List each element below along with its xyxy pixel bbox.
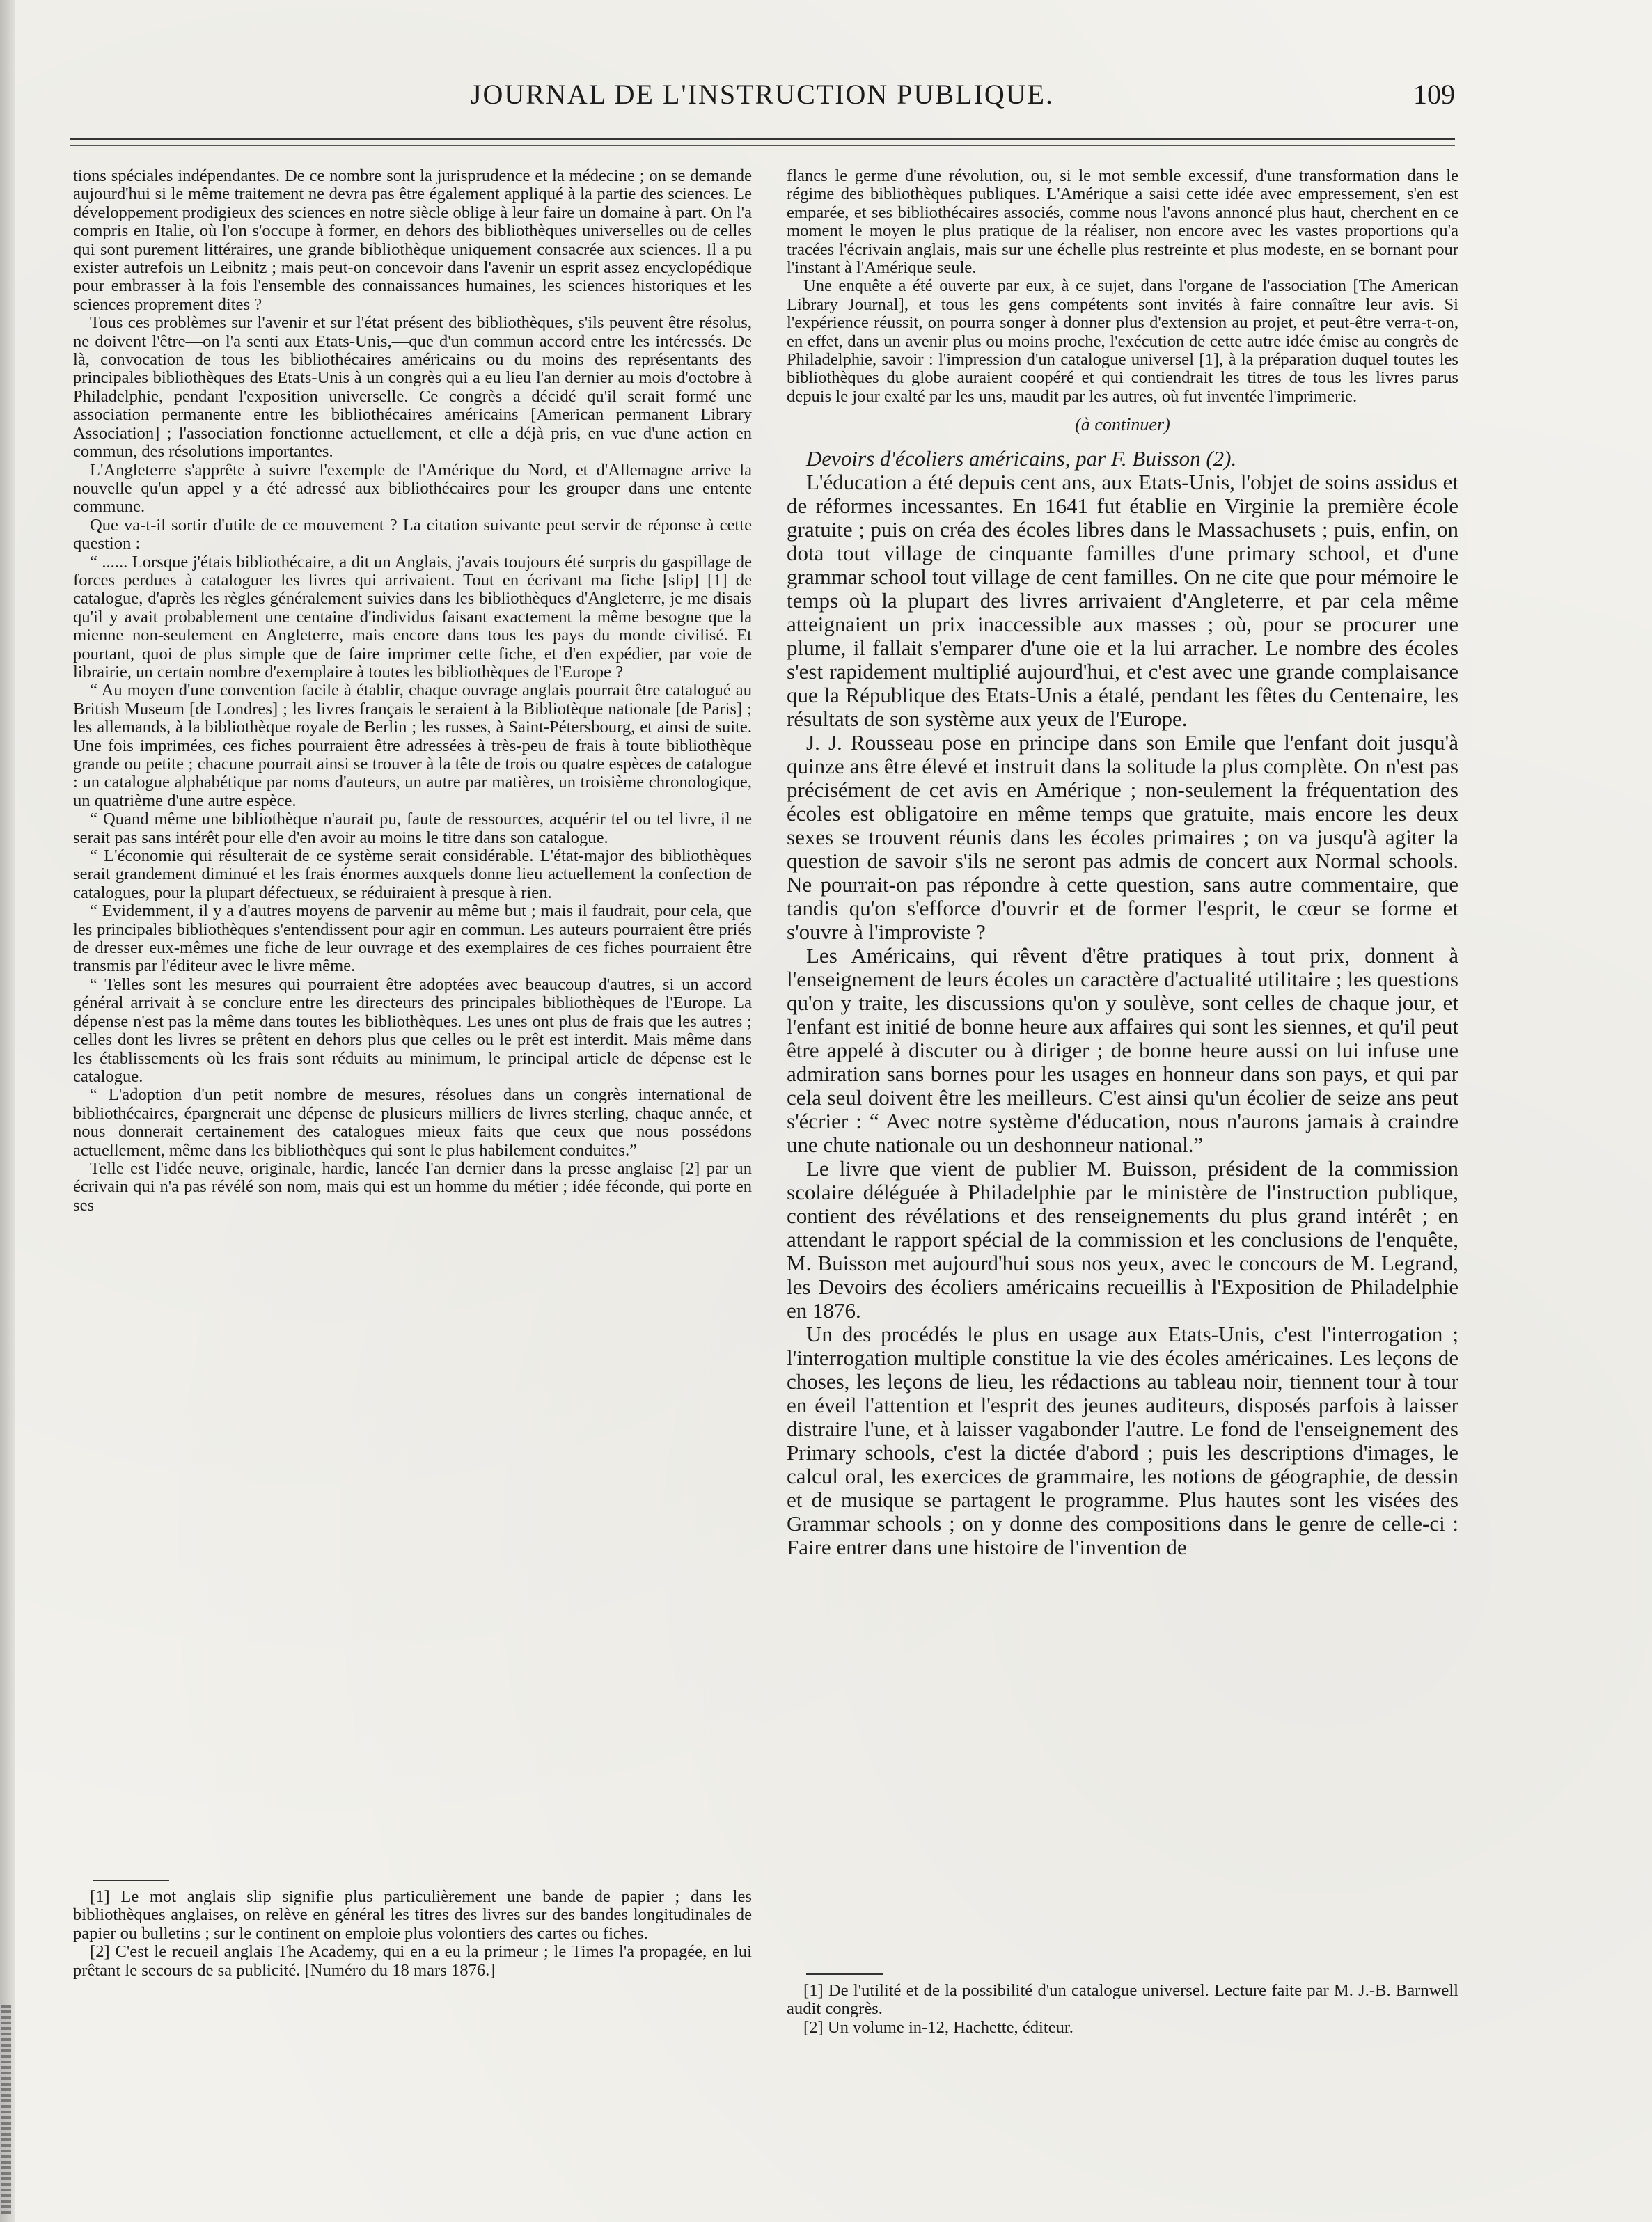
quote-paragraph: “ L'économie qui résulterait de ce système serait considérable. L'état-major des bibliothèques serait grandement diminué et les frais énormes auxquels donne lieu actuellement la confection de catalogues, pour la plupart défectueux, se réduiraient à presque à rien. xyxy=(73,846,752,902)
right-column xyxy=(787,167,1458,1559)
quote-paragraph: “ L'adoption d'un petit nombre de mesures, résolues dans un congrès international de bibliothécaires, épargnerait une dépense de plusieurs milliers de livres sterling, chaque année, et nous donnerait certainement des catalogues mieux faits que ceux que nous possédons actuellement, même dans les bibliothèques qui sont le plus habilement conduites.” xyxy=(73,1085,752,1160)
page-number: 109 xyxy=(1413,79,1455,110)
paragraph: Un des procédés le plus en usage aux Etats-Unis, c'est l'interrogation ; l'interrogation multiple constitue la vie des écoles américaines. Les leçons de choses, les leçons de lieu, les rédactions au tableau noir, tiennent tour à tour en éveil l'attention et l'esprit des jeunes auditeurs, disposés parfois à laisser distraire l'une, et à laisser vagabonder l'autre. Le fond de l'enseignement des Primary schools, c'est la dictée d'abord ; puis les descriptions d'images, le calcul oral, les exercices de grammaire, les notions de géographie, de dessin et de musique se partagent le programme. Plus hautes sont les visées des Grammar schools ; on y donne des compositions dans le genre de celle-ci : Faire entrer dans une histoire de l'invention de xyxy=(787,1321,1458,1559)
paragraph: tions spéciales indépendantes. De ce nombre sont la jurisprudence et la médecine ; on se demande aujourd'hui si le même traitement ne devra pas être également appliqué à la partie des sciences. Le développement prodigieux des sciences en notre siècle oblige à leur faire un domaine à part. On l'a compris en Italie, où l'on s'occupe à former, en dehors des bibliothèques universelles ou de celles qui sont purement littéraires, une grande bibliothèque uniquement consacrée aux sciences. Il a pu exister autrefois un Leibnitz ; mais peut-on concevoir dans l'avenir un esprit assez encyclopédique pour embrasser à la fois l'ensemble des connaissances humaines, les sciences historiques et les sciences proprement dites ? xyxy=(73,166,752,314)
to-continue-note: (à continuer) xyxy=(1075,414,1170,435)
left-footnotes xyxy=(73,1880,752,1980)
page-header xyxy=(70,78,1455,117)
quote-paragraph: “ ...... Lorsque j'étais bibliothécaire, a dit un Anglais, j'avais toujours été surpris du gaspillage de forces perdues à cataloguer les livres qui arrivaient. Tout en écrivant ma fiche [slip] [1] de catalogue, d'après les règles généralement suivies dans les bibliothèques d'Angleterre, je me disais qu'il y avait probablement une centaine d'individus faisant exactement la même besogne que la mienne non-seulement en Angleterre, mais encore dans tous les pays du monde civilisé. Et pourtant, quoi de plus simple que de faire imprimer cette fiche, et d'en expédier, par voie de librairie, un certain nombre d'exemplaire à toutes les bibliothèques de l'Europe ? xyxy=(73,552,752,681)
article-section xyxy=(787,447,1458,1559)
footnote: [2] C'est le recueil anglais The Academy, qui en a eu la primeur ; le Times l'a propagée, en lui prêtant le secours de sa publicité. [Numéro du 18 mars 1876.] xyxy=(73,1942,752,1980)
quote-paragraph: “ Telles sont les mesures qui pourraient être adoptées avec beaucoup d'autres, si un accord général arrivait à se conclure entre les directeurs des principales bibliothèques de l'Europe. La dépense n'est pas la même dans toutes les bibliothèques. Les unes ont plus de frais que les autres ; celles dont les livres se prêtent en dehors plus que celles ou le prêt est interdit. Mais même dans les établissements où les frais sont réduits au minimum, le principal article de dépense est le catalogue. xyxy=(73,975,752,1086)
paragraph: Que va-t-il sortir d'utile de ce mouvement ? La citation suivante peut servir de réponse à cette question : xyxy=(73,515,752,553)
right-footnotes xyxy=(787,1973,1458,2037)
paragraph: J. J. Rousseau pose en principe dans son Emile que l'enfant doit jusqu'à quinze ans être élevé et instruit dans la solitude la plus complète. On n'est pas précisément de cet avis en Amérique ; non-seulement la fréquentation des écoles est obligatoire en même temps que gratuite, mais encore les deux sexes se trouvent réunis dans les écoles primaires ; on va jusqu'à agiter la question de savoir s'ils ne seront pas admis de concert aux Normal schools. Ne pourrait-on pas répondre à cette question, sans autre commentaire, que tandis qu'on s'efforce d'ouvrir et de former l'esprit, le cœur se forme et s'ouvre à l'improviste ? xyxy=(787,730,1458,944)
paragraph: Une enquête a été ouverte par eux, à ce sujet, dans l'organe de l'association [The American Library Journal], et tous les gens compétents sont invités à faire connaître leur avis. Si l'expérience réussit, on pourra songer à donner plus d'extension au projet, et peut-être verra-t-on, en effet, dans un avenir plus ou moins proche, l'exécution de cette autre idée émise au congrès de Philadelphie, savoir : l'impression d'un catalogue universel [1], à la préparation duquel toutes les bibliothèques du globe auraient coopéré et qui contiendrait les titres de tous les livres parus depuis le jour exalté par les uns, maudit par les autres, où fut inventée l'imprimerie. xyxy=(787,276,1458,406)
paragraph: L'éducation a été depuis cent ans, aux Etats-Unis, l'objet de soins assidus et de réformes incessantes. En 1641 fut établie en Virginie la première école gratuite ; puis on créa des écoles libres dans le Massachusets ; puis, enfin, on dota tout village de cinquante familles d'une primary school, et d'une grammar school tout village de cent familles. On ne cite que pour mémoire le temps où la plupart des livres arrivaient d'Angleterre, et par cela même atteignaient un prix inaccessible aux masses ; où, pour se procurer une plume, il fallait s'emparer d'une oie et la lui arracher. Le nombre des écoles s'est rapidement multiplié aujourd'hui, et c'est avec une grande complaisance que la République des Etats-Unis a étalé, pendant les fêtes du Centenaire, les résultats de son système aux yeux de l'Europe. xyxy=(787,469,1458,731)
paragraph: L'Angleterre s'apprête à suivre l'exemple de l'Amérique du Nord, et d'Allemagne arrive la nouvelle qu'un appel y a été adressé aux bibliothécaires pour les grouper dans une entente commune. xyxy=(73,460,752,517)
running-title: JOURNAL DE L'INSTRUCTION PUBLIQUE. xyxy=(470,79,1055,110)
paragraph: Telle est l'idée neuve, originale, hardie, lancée l'an dernier dans la presse anglaise [2] par un écrivain qui n'a pas révélé son nom, mais qui est un homme du métier ; idée féconde, qui porte en ses xyxy=(73,1158,752,1215)
scan-binding-edge xyxy=(0,0,15,2222)
quote-paragraph: “ Quand même une bibliothèque n'aurait pu, faute de ressources, acquérir tel ou tel livre, il ne serait pas sans intérêt pour elle d'en avoir au moins le titre dans son catalogue. xyxy=(73,810,752,847)
footnote: [1] De l'utilité et de la possibilité d'un catalogue universel. Lecture faite par M. J.-B. Barnwell audit congrès. xyxy=(787,1981,1458,2019)
footnote: [2] Un volume in-12, Hachette, éditeur. xyxy=(803,2017,1073,2037)
quote-paragraph: “ Evidemment, il y a d'autres moyens de parvenir au même but ; mais il faudrait, pour cela, que les principales bibliothèques s'entendissent pour agir en commun. Les auteurs pourraient être priés de dresser eux-mêmes une fiche de leur ouvrage et des exemplaires de ces fiches pourraient être transmis par l'éditeur avec le livre même. xyxy=(73,901,752,976)
paragraph: Tous ces problèmes sur l'avenir et sur l'état présent des bibliothèques, s'ils peuvent être résolus, ne doivent l'être—on l'a senti aux Etats-Unis,—que d'un commun accord entre les intéressés. De là, convocation de tous les bibliothécaires américains ou du moins des représentants des principales bibliothèques des Etats-Unis à un congrès qui a eu lieu l'an dernier au mois d'octobre à Philadelphie, pendant l'exposition universelle. Ce congrès a décidé qu'il serait formé une association permanente entre les bibliothécaires américains [American permanent Library Association] ; l'association fonctionne actuellement, et elle a déjà pris, en vue d'une action en commun, des résolutions importantes. xyxy=(73,313,752,462)
footnote-rule xyxy=(806,1973,883,1975)
header-rule xyxy=(70,138,1455,146)
footnote-rule xyxy=(93,1880,169,1881)
footnote: [1] Le mot anglais slip signifie plus particulièrement une bande de papier ; dans les bibliothèques anglaises, on relève en général les titres des livres sur des bandes longitudinales de papier ou bulletins ; sur le continent on emploie plus volontiers des cartes ou fiches. xyxy=(73,1887,752,1943)
paragraph: Le livre que vient de publier M. Buisson, président de la commission scolaire déléguée à Philadelphie par le ministère de l'instruction publique, contient des révélations et des renseignements du plus grand intérêt ; en attendant le rapport spécial de la commission et les conclusions de l'enquête, M. Buisson met aujourd'hui sous nos yeux, avec le concours de M. Legrand, les Devoirs des écoliers américains recueillis à l'Exposition de Philadelphie en 1876. xyxy=(787,1156,1458,1323)
paragraph: flancs le germe d'une révolution, ou, si le mot semble excessif, d'une transformation dans le régime des bibliothèques publiques. L'Amérique a saisi cette idée avec empressement, s'en est emparée, et ses bibliothécaires associés, comme nous l'avons annoncé plus haut, cherchent en ce moment le moyen le plus pratique de la réaliser, non encore avec les vastes proportions qu'a tracées l'écrivain anglais, mais sur une échelle plus restreinte et plus modeste, en se bornant pour l'instant à l'Amérique seule. xyxy=(787,166,1458,278)
scan-edge-mark xyxy=(1,2005,11,2214)
section-heading: Devoirs d'écoliers américains, par F. Buisson (2). xyxy=(806,446,1237,471)
left-column xyxy=(73,167,752,1215)
paragraph: Les Américains, qui rêvent d'être pratiques à tout prix, donnent à l'enseignement de leurs écoles un caractère d'actualité utilitaire ; les questions qu'on y traite, les discussions qu'on y soulève, sont celles de chaque jour, et l'enfant est initié de bonne heure aux affaires qui sont les siennes, et qu'il peut être appelé à discuter ou à diriger ; de bonne heure aussi on lui infuse une admiration sans bornes pour les usages en honneur dans son pays, et qui par cela seul doivent être les meilleurs. C'est ainsi qu'un écolier de seize ans peut s'écrier : “ Avec notre système d'éducation, nous n'aurons jamais à craindre une chute nationale ou un deshonneur national.” xyxy=(787,943,1458,1157)
quote-paragraph: “ Au moyen d'une convention facile à établir, chaque ouvrage anglais pourrait être catalogué au British Museum [de Londres] ; les livres français le seraient à la Bibliotèque nationale [de Paris] ; les allemands, à la bibliothèque royale de Berlin ; les russes, à Saint-Pétersbourg, et ainsi de suite. Une fois imprimées, ces fiches pourraient être adressées à très-peu de frais à toute bibliothèque grande ou petite ; chacune pourrait ainsi se trouver à la tête de trois ou quatre espèces de catalogue : un catalogue alphabétique par noms d'auteurs, un autre par matières, un troisième chronologique, un quatrième d'une autre espèce. xyxy=(73,681,752,810)
